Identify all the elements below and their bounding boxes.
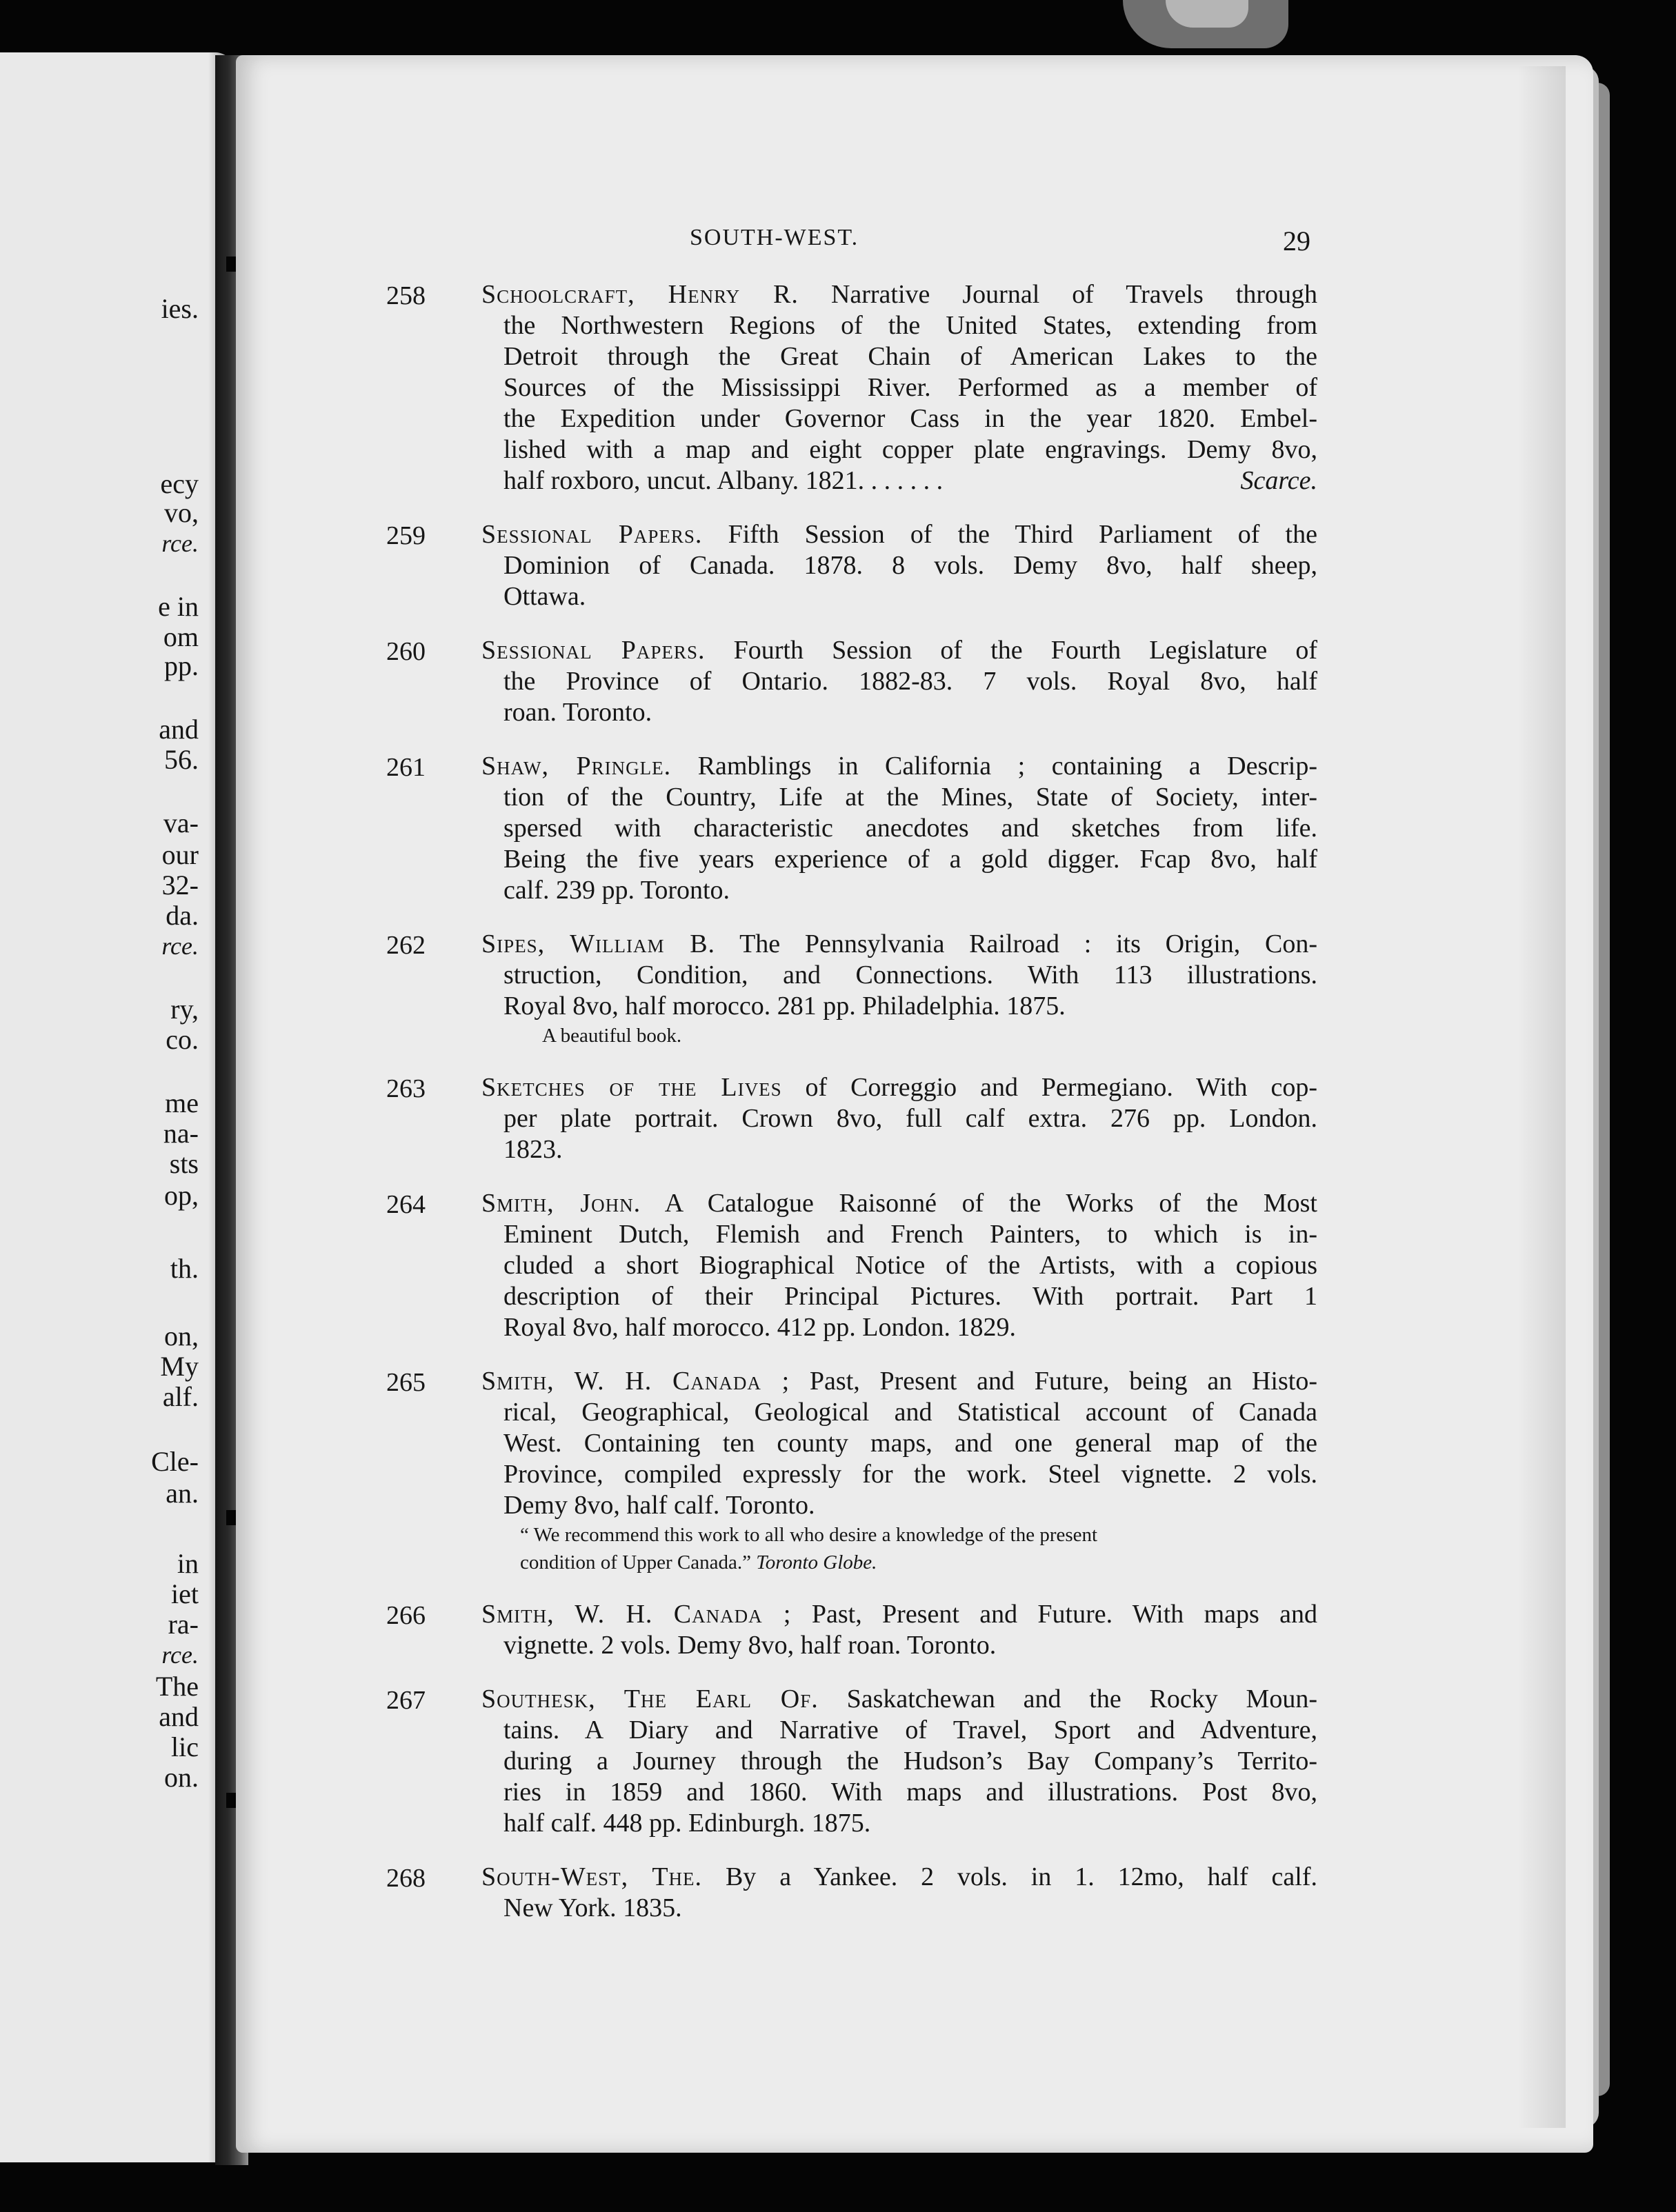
entry-line	[481, 1366, 1317, 1397]
left-page-fragment: va-	[163, 807, 199, 838]
entry-heading: Sessional Papers.	[481, 636, 706, 665]
left-page-fragment: op,	[164, 1180, 199, 1211]
entry-line: the Northwestern Regions of the United States, extending from	[503, 311, 1317, 340]
paper-damage-mark	[1166, 0, 1248, 28]
entry-number: 259	[386, 521, 426, 550]
entry-line: the Province of Ontario. 1882-83. 7 vols. Royal 8vo, half	[503, 667, 1317, 696]
entry-line	[481, 1072, 1317, 1103]
entry-text: Past, Present and Future, being an Histo-	[809, 1367, 1317, 1396]
entry-line: during a Journey through the Hudson’s Bay Company’s Territo-	[503, 1747, 1317, 1776]
left-page-fragment: in	[177, 1548, 199, 1579]
entry-heading: Sessional Papers.	[481, 520, 703, 549]
entry-number: 260	[386, 637, 426, 666]
entry-text: Fourth Session of the Fourth Legislature of	[733, 636, 1318, 665]
entry-line: the Expedition under Governor Cass in the year 1820. Embel-	[503, 404, 1317, 433]
left-page-fragment: vo,	[164, 497, 199, 528]
entry-line: cluded a short Biographical Notice of the Artists, with a copious	[503, 1251, 1317, 1280]
catalogue-entry	[386, 1599, 1317, 1661]
entry-number: 263	[386, 1074, 426, 1103]
catalogue-entry	[386, 279, 1317, 496]
left-page-fragment: ies.	[161, 293, 199, 324]
entry-heading: Schoolcraft, Henry R.	[481, 280, 799, 309]
entry-line	[481, 635, 1317, 666]
entry-heading: Smith, W. H. Canada ;	[481, 1600, 792, 1629]
catalogue-entry	[386, 1188, 1317, 1343]
left-page-fragment: ra-	[168, 1609, 199, 1640]
entry-line: tion of the Country, Life at the Mines, State of Society, inter-	[503, 783, 1317, 812]
entry-heading: Shaw, Pringle.	[481, 752, 672, 781]
page-edge-shade	[1517, 66, 1566, 2128]
entry-heading: Sketches of the Lives	[481, 1073, 782, 1102]
entry-line	[481, 519, 1317, 550]
entry-line	[503, 465, 1317, 496]
entry-number: 265	[386, 1368, 426, 1397]
entry-line: lished with a map and eight copper plate engravings. Demy 8vo,	[503, 435, 1317, 464]
left-page-fragment: Cle-	[151, 1446, 199, 1477]
entry-quote: “ We recommend this work to all who desire a knowledge of the present	[520, 1524, 1098, 1546]
binding-notch	[226, 1510, 236, 1525]
entry-line: Dominion of Canada. 1878. 8 vols. Demy 8vo, half sheep,	[503, 551, 1317, 580]
entry-line	[481, 1684, 1317, 1715]
entry-number: 267	[386, 1686, 426, 1715]
left-page-fragment: ecy	[160, 468, 199, 499]
left-page-fragment: th.	[170, 1253, 199, 1284]
left-page-fragment: na-	[163, 1118, 199, 1149]
entry-text: A Catalogue Raisonné of the Works of the Most	[664, 1189, 1317, 1218]
left-page-fragment: and	[159, 1701, 199, 1732]
entry-heading: Smith, W. H. Canada ;	[481, 1367, 790, 1396]
left-page-fragment: rce.	[161, 1641, 199, 1669]
entry-line: Eminent Dutch, Flemish and French Painters, to which is in-	[503, 1220, 1317, 1249]
entry-line: Demy 8vo, half calf. Toronto.	[503, 1491, 815, 1520]
entry-heading: Southesk, The Earl Of.	[481, 1685, 819, 1713]
binding-notch	[226, 257, 236, 272]
entry-number: 264	[386, 1190, 426, 1219]
left-page-fragment: iet	[171, 1578, 199, 1609]
entry-line: West. Containing ten county maps, and one general map of the	[503, 1429, 1317, 1458]
entry-line: per plate portrait. Crown 8vo, full calf extra. 276 pp. London.	[503, 1104, 1317, 1133]
entry-line: Ottawa.	[503, 582, 586, 611]
entry-line: vignette. 2 vols. Demy 8vo, half roan. Toronto.	[503, 1631, 997, 1660]
entry-line	[481, 751, 1317, 782]
entry-note: A beautiful book.	[542, 1025, 682, 1047]
entry-line: ries in 1859 and 1860. With maps and illustrations. Post 8vo,	[503, 1778, 1317, 1807]
entry-line: Province, compiled expressly for the work. Steel vignette. 2 vols.	[503, 1460, 1317, 1489]
entry-line: spersed with characteristic anecdotes and sketches from life.	[503, 814, 1317, 843]
catalogue-entry	[386, 1072, 1317, 1165]
entry-line: tains. A Diary and Narrative of Travel, Sport and Adventure,	[503, 1716, 1317, 1745]
catalogue-entry	[386, 1684, 1317, 1839]
left-page-fragment: an.	[166, 1478, 199, 1509]
entry-line: rical, Geographical, Geological and Statistical account of Canada	[503, 1398, 1317, 1427]
left-page-fragment: me	[165, 1087, 199, 1118]
left-page-fragment: pp.	[164, 650, 199, 681]
entry-line: Sources of the Mississippi River. Performed as a member of	[503, 373, 1317, 402]
scarcity-remark: Scarce.	[1240, 466, 1317, 495]
entry-line	[481, 929, 1317, 960]
catalogue-entry	[386, 635, 1317, 728]
entry-line: half calf. 448 pp. Edinburgh. 1875.	[503, 1809, 871, 1838]
left-page-fragment: 32-	[161, 869, 199, 901]
entry-heading: Smith, John.	[481, 1189, 641, 1218]
catalogue-entry	[386, 929, 1317, 1049]
running-head: SOUTH-WEST.	[690, 225, 859, 250]
entry-text: half roxboro, uncut. Albany. 1821. . . . . . .	[503, 466, 944, 495]
catalogue-entries	[386, 279, 1317, 1947]
entry-line	[481, 1188, 1317, 1219]
entry-line	[481, 1599, 1317, 1630]
binding-notch	[226, 1793, 236, 1808]
left-page-fragment: on.	[164, 1762, 199, 1793]
entry-number: 266	[386, 1601, 426, 1630]
entry-line: Detroit through the Great Chain of American Lakes to the	[503, 342, 1317, 371]
entry-line: Royal 8vo, half morocco. 412 pp. London. 1829.	[503, 1313, 1017, 1342]
left-page-fragment: alf.	[162, 1381, 199, 1412]
catalogue-entry	[386, 1366, 1317, 1576]
catalogue-entry	[386, 519, 1317, 612]
left-page-fragment: rce.	[161, 530, 199, 557]
entry-quote	[520, 1549, 1317, 1576]
entry-heading: Sipes, William B.	[481, 929, 716, 958]
entry-text: The Pennsylvania Railroad : its Origin, Con-	[739, 929, 1317, 958]
entry-text: Narrative Journal of Travels through	[830, 280, 1318, 309]
left-page-fragment: om	[163, 621, 199, 652]
left-page-fragment: e in	[158, 591, 199, 622]
entry-text: Past, Present and Future. With maps and	[811, 1600, 1317, 1629]
entry-number: 258	[386, 281, 426, 310]
quote-source: Toronto Globe.	[756, 1551, 877, 1573]
catalogue-entry	[386, 751, 1317, 906]
entry-heading: South-West, The.	[481, 1862, 703, 1891]
entry-line: roan. Toronto.	[503, 698, 652, 727]
left-page-fragment: rce.	[161, 932, 199, 960]
entry-number: 261	[386, 753, 426, 782]
entry-number: 268	[386, 1864, 426, 1893]
entry-line: Being the five years experience of a gold digger. Fcap 8vo, half	[503, 845, 1317, 874]
left-page-fragment: on,	[164, 1320, 199, 1351]
left-page-fragment: The	[155, 1671, 199, 1702]
entry-text: of Correggio and Permegiano. With cop-	[805, 1073, 1317, 1102]
page-number: 29	[1283, 225, 1310, 257]
entry-text: Ramblings in California ; containing a Descrip-	[697, 752, 1318, 781]
catalogue-entry	[386, 1862, 1317, 1924]
left-page-fragment: da.	[166, 900, 199, 931]
entry-text: Fifth Session of the Third Parliament of the	[728, 520, 1317, 549]
left-page-fragment: lic	[171, 1731, 199, 1762]
entry-line: New York. 1835.	[503, 1893, 682, 1922]
entry-line: description of their Principal Pictures. With portrait. Part 1	[503, 1282, 1317, 1311]
entry-text: By a Yankee. 2 vols. in 1. 12mo, half calf.	[725, 1862, 1317, 1891]
entry-quote-text: condition of Upper Canada.”	[520, 1551, 752, 1573]
left-page-fragment: ry,	[170, 994, 199, 1025]
entry-line	[481, 279, 1317, 310]
entry-line	[481, 1862, 1317, 1893]
entry-number: 262	[386, 931, 426, 960]
left-page-fragment: our	[161, 839, 199, 870]
left-page-fragment: My	[160, 1351, 199, 1382]
entry-line: Royal 8vo, half morocco. 281 pp. Philadelphia. 1875.	[503, 992, 1066, 1020]
entry-line: 1823.	[503, 1135, 563, 1164]
left-page-fragment: sts	[169, 1148, 199, 1179]
left-facing-page	[0, 52, 235, 2162]
left-page-fragment: 56.	[164, 744, 199, 775]
entry-line: calf. 239 pp. Toronto.	[503, 876, 730, 905]
entry-text: Saskatchewan and the Rocky Moun-	[846, 1685, 1317, 1713]
left-page-fragment: co.	[166, 1024, 199, 1055]
left-page-fragment: and	[159, 714, 199, 745]
entry-line: struction, Condition, and Connections. With 113 illustrations.	[503, 961, 1317, 989]
